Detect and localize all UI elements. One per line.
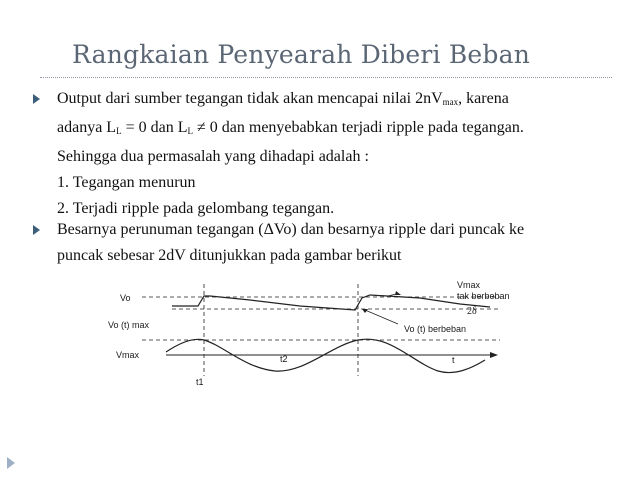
bullet-1	[57, 86, 597, 222]
pointer-two-delta	[388, 294, 396, 296]
label-t2: t2	[280, 354, 288, 364]
waveform-figure	[100, 276, 510, 388]
sinusoid-wave	[166, 339, 485, 372]
label-t1: t1	[196, 377, 204, 387]
text-segment: , karena	[458, 90, 509, 107]
time-axis-arrow-icon	[490, 352, 498, 358]
bullet-2	[57, 217, 597, 269]
label-vo-t-max: Vo (t) max	[108, 320, 150, 330]
slide-title: Rangkaian Penyearah Diberi Beban	[72, 40, 531, 69]
subscript: L	[116, 126, 122, 136]
bullet-arrow-icon	[33, 225, 40, 235]
title-divider	[40, 77, 612, 78]
bullet-1-line-1	[57, 86, 597, 115]
bullet-1-line-2	[57, 115, 597, 144]
label-t: t	[452, 355, 455, 365]
label-vmax-right: Vmax	[457, 280, 481, 290]
text-segment: adanya L	[57, 119, 117, 136]
bullet-arrow-icon	[33, 94, 40, 104]
subscript: L	[187, 126, 193, 136]
text-segment: ≠ 0 dan menyebabkan terjadi ripple pada tegangan.	[192, 119, 524, 136]
bullet-2-line-1: Besarnya perunuman tegangan (ΔVo) dan besarnya ripple dari puncak ke	[57, 221, 525, 238]
text-segment: = 0 dan L	[121, 119, 188, 136]
subscript: max	[442, 97, 459, 107]
slide-nav-arrow-icon[interactable]	[7, 457, 15, 469]
bullet-1-line-5: 2. Terjadi ripple pada gelombang tegangan.	[57, 200, 335, 217]
bullet-2-line-2: puncak sebesar 2dV ditunjukkan pada gambar berikut	[57, 247, 402, 264]
bullet-1-line-4: 1. Tegangan menurun	[57, 174, 196, 191]
label-loaded: Vo (t) berbeban	[404, 324, 467, 334]
label-vmax-left: Vmax	[116, 350, 140, 360]
pointer-loaded	[365, 310, 398, 324]
text-segment: Output dari sumber tegangan tidak akan mencapai nilai 2nV	[57, 90, 443, 107]
label-vo: Vo	[120, 293, 131, 303]
bullet-1-line-3: Sehingga dua permasalah yang dihadapi adalah :	[57, 148, 369, 165]
label-two-delta: 2δ	[467, 306, 477, 317]
label-no-load: tak berbeban	[457, 291, 510, 301]
two-delta-arrow-icon	[395, 291, 401, 295]
